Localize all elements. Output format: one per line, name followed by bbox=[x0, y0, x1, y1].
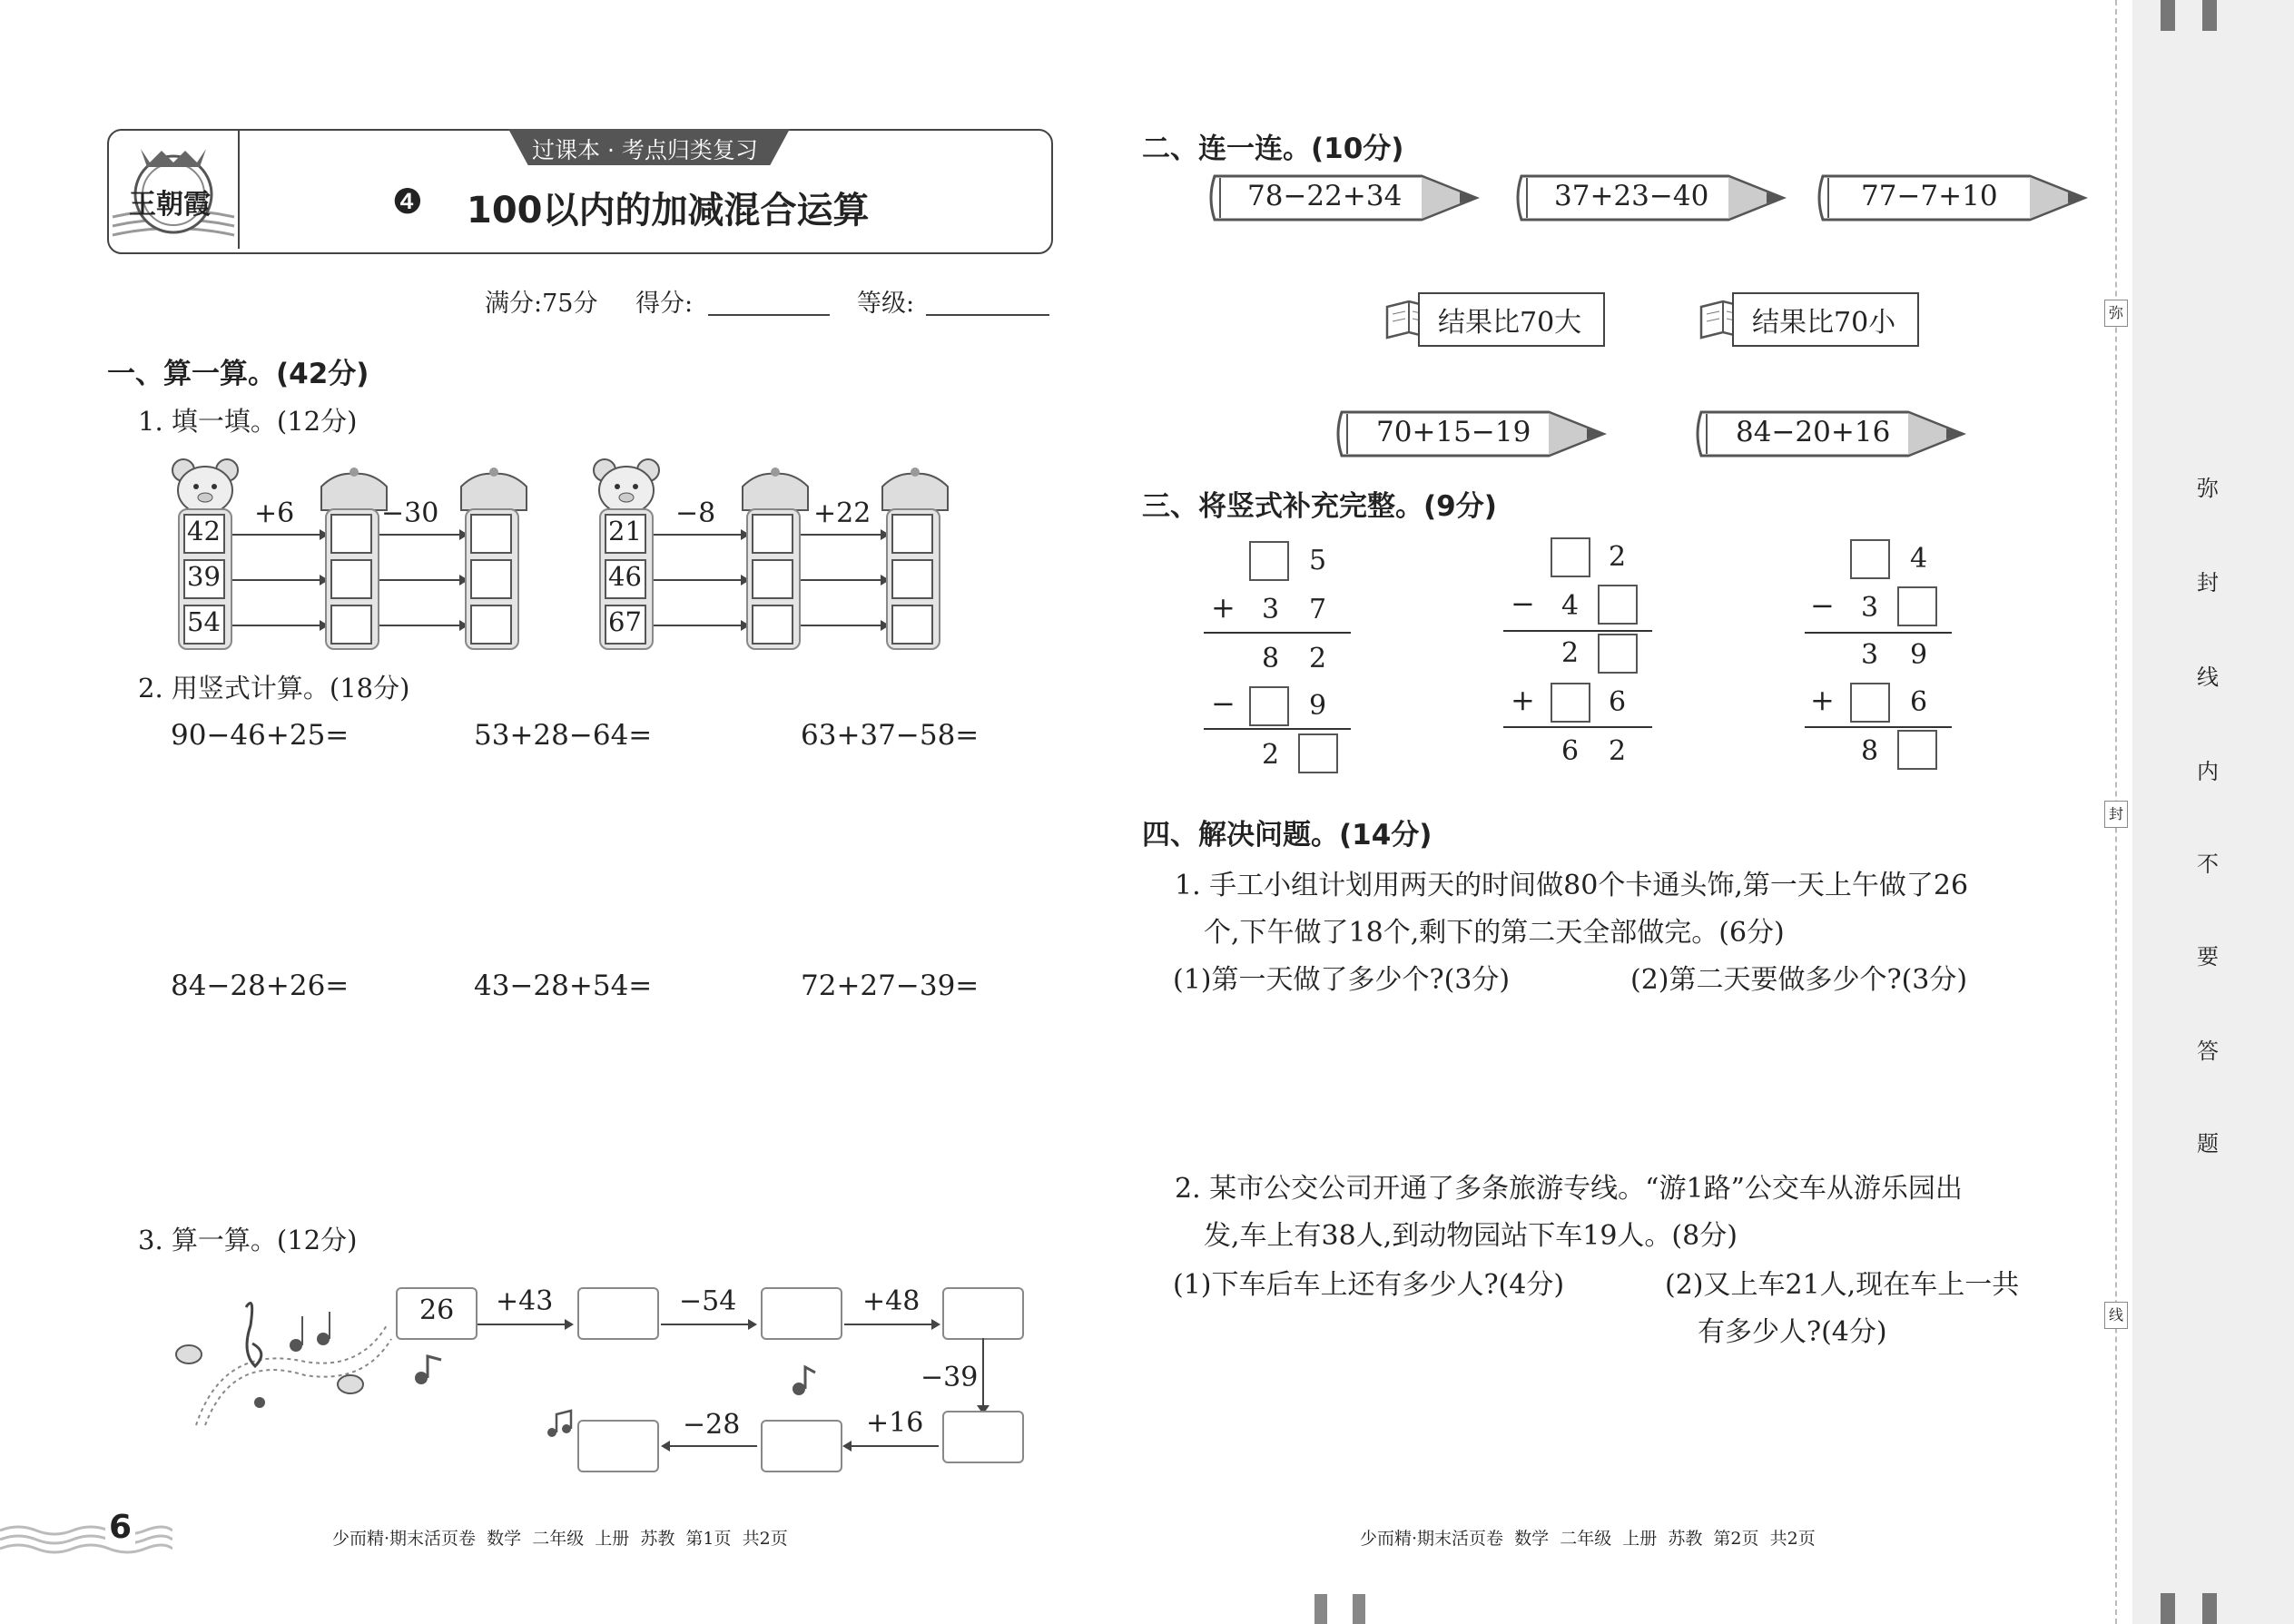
answer-box[interactable] bbox=[752, 559, 793, 599]
result-card-label: 结果比70小 bbox=[1752, 307, 1896, 339]
difference-line bbox=[1805, 632, 1952, 634]
pencil-expression: 37+23−40 bbox=[1554, 180, 1709, 212]
full-score: 满分:75分 bbox=[485, 290, 598, 318]
operator: + bbox=[1211, 590, 1236, 625]
sub-question: (2)又上车21人,现在车上一共 bbox=[1665, 1269, 2020, 1301]
expression[interactable]: 84−28+26= bbox=[171, 969, 350, 1002]
digit-blank[interactable] bbox=[1897, 586, 1937, 626]
digit-blank[interactable] bbox=[1249, 686, 1289, 726]
music-note-icon bbox=[788, 1362, 824, 1402]
operation-label: −8 bbox=[675, 497, 716, 529]
arrow bbox=[801, 625, 888, 626]
page-title: 100以内的加减混合运算 bbox=[467, 190, 870, 231]
operation-label: +48 bbox=[862, 1285, 921, 1317]
operation-label: +22 bbox=[813, 497, 871, 529]
sub-question: (1)第一天做了多少个?(3分) bbox=[1173, 964, 1511, 996]
grade-blank[interactable] bbox=[926, 314, 1049, 316]
answer-box[interactable] bbox=[577, 1420, 659, 1472]
score-blank[interactable] bbox=[708, 314, 830, 316]
input-value: 39 bbox=[187, 561, 221, 592]
difference-line bbox=[1204, 728, 1351, 730]
seal-char: 答 bbox=[2197, 1038, 2219, 1064]
operation-label: −28 bbox=[683, 1409, 741, 1441]
operation-label: +6 bbox=[254, 497, 295, 529]
arrow bbox=[478, 1324, 572, 1325]
arrow bbox=[844, 1324, 939, 1325]
result-card-label: 结果比70大 bbox=[1438, 307, 1582, 339]
sum-line bbox=[1805, 726, 1952, 728]
answer-box[interactable] bbox=[470, 605, 512, 645]
expression[interactable]: 90−46+25= bbox=[171, 719, 350, 752]
binding-mark bbox=[2161, 0, 2175, 31]
arrow bbox=[379, 625, 467, 626]
seal-char: 线 bbox=[2197, 664, 2219, 690]
seal-char: 题 bbox=[2197, 1131, 2219, 1156]
answer-box[interactable] bbox=[330, 514, 372, 554]
section2-title: 二、连一连。(10分) bbox=[1142, 133, 1404, 165]
operator: + bbox=[1511, 683, 1535, 717]
digit: 6 bbox=[1561, 735, 1580, 767]
seal-tab: 线 bbox=[2104, 1302, 2128, 1329]
input-value: 67 bbox=[608, 606, 642, 637]
problem-text: 个,下午做了18个,剩下的第二天全部做完。(6分) bbox=[1204, 917, 1785, 949]
answer-box[interactable] bbox=[761, 1287, 842, 1340]
arrow bbox=[844, 1445, 939, 1447]
arrow bbox=[663, 1445, 757, 1447]
seal-char: 弥 bbox=[2197, 476, 2219, 501]
answer-box[interactable] bbox=[891, 559, 933, 599]
answer-box[interactable] bbox=[942, 1287, 1024, 1340]
operator: − bbox=[1810, 588, 1835, 623]
operator: − bbox=[1211, 686, 1236, 721]
sub-question: (2)第二天要做多少个?(3分) bbox=[1630, 964, 1968, 996]
digit-blank[interactable] bbox=[1551, 683, 1590, 723]
logo-text: 王朝霞 bbox=[129, 189, 211, 221]
arrow bbox=[379, 534, 467, 536]
footer-left: 少而精·期末活页卷 数学 二年级 上册 苏教 第1页 共2页 bbox=[332, 1529, 788, 1549]
pencil-expression: 84−20+16 bbox=[1736, 416, 1891, 448]
seal-tab: 封 bbox=[2104, 801, 2128, 828]
section4-title: 四、解决问题。(14分) bbox=[1142, 819, 1433, 851]
operation-label: −39 bbox=[921, 1362, 979, 1393]
sum-line bbox=[1503, 726, 1652, 728]
digit-blank[interactable] bbox=[1598, 585, 1638, 625]
q2-title: 2. 用竖式计算。(18分) bbox=[138, 673, 410, 704]
pencil-expression: 78−22+34 bbox=[1247, 180, 1403, 212]
footer-right: 少而精·期末活页卷 数学 二年级 上册 苏教 第2页 共2页 bbox=[1360, 1529, 1816, 1549]
answer-box[interactable] bbox=[891, 514, 933, 554]
digit-blank[interactable] bbox=[1850, 683, 1890, 723]
input-value: 54 bbox=[187, 606, 221, 637]
score-label: 得分: bbox=[635, 290, 694, 318]
digit: 4 bbox=[1561, 590, 1580, 622]
expression[interactable]: 72+27−39= bbox=[801, 969, 980, 1002]
arrow bbox=[232, 579, 327, 581]
section1-title: 一、算一算。(42分) bbox=[107, 358, 369, 390]
binding-mark bbox=[2202, 1593, 2217, 1624]
arrow bbox=[801, 534, 888, 536]
seal-char: 封 bbox=[2197, 570, 2219, 595]
start-value: 26 bbox=[419, 1294, 455, 1326]
answer-box[interactable] bbox=[942, 1411, 1024, 1463]
logo bbox=[109, 131, 240, 249]
digit-blank[interactable] bbox=[1598, 634, 1638, 674]
page-number: 6 bbox=[105, 1509, 135, 1546]
difference-line bbox=[1503, 630, 1652, 632]
seal-char: 不 bbox=[2197, 851, 2219, 877]
expression[interactable]: 63+37−58= bbox=[801, 719, 980, 752]
digit: 9 bbox=[1309, 690, 1327, 722]
header-badge-text: 过课本 · 考点归类复习 bbox=[532, 137, 758, 163]
answer-box[interactable] bbox=[761, 1420, 842, 1472]
digit-blank[interactable] bbox=[1298, 733, 1338, 773]
digit: 2 bbox=[1309, 643, 1327, 674]
music-notes-icon bbox=[169, 1289, 396, 1438]
operation-label: +43 bbox=[496, 1285, 554, 1317]
digit: 3 bbox=[1262, 594, 1280, 625]
q3-title: 3. 算一算。(12分) bbox=[138, 1225, 358, 1255]
digit: 3 bbox=[1861, 639, 1879, 671]
digit-blank[interactable] bbox=[1249, 541, 1289, 581]
digit: 8 bbox=[1262, 643, 1280, 674]
digit: 2 bbox=[1561, 637, 1580, 669]
q1-title: 1. 填一填。(12分) bbox=[138, 406, 358, 437]
arrow bbox=[232, 625, 327, 626]
pencil-expression: 77−7+10 bbox=[1861, 180, 1998, 212]
answer-box[interactable] bbox=[891, 605, 933, 645]
digit-blank[interactable] bbox=[1850, 539, 1890, 579]
arrow bbox=[379, 579, 467, 581]
digit: 8 bbox=[1861, 735, 1879, 767]
digit: 3 bbox=[1861, 592, 1879, 624]
arrow bbox=[654, 579, 748, 581]
input-value: 42 bbox=[187, 516, 221, 546]
operation-label: −54 bbox=[679, 1285, 737, 1317]
binding-mark bbox=[2161, 1593, 2175, 1624]
answer-box[interactable] bbox=[577, 1287, 659, 1340]
digit: 6 bbox=[1609, 686, 1627, 718]
seal-tab: 弥 bbox=[2104, 300, 2128, 327]
answer-box[interactable] bbox=[470, 514, 512, 554]
sum-line bbox=[1204, 632, 1351, 634]
arrow bbox=[661, 1324, 755, 1325]
input-value: 21 bbox=[608, 516, 642, 546]
answer-box[interactable] bbox=[470, 559, 512, 599]
answer-box[interactable] bbox=[752, 514, 793, 554]
expression[interactable]: 43−28+54= bbox=[474, 969, 653, 1002]
digit: 2 bbox=[1609, 735, 1627, 767]
input-value: 46 bbox=[608, 561, 642, 592]
sub-question: (1)下车后车上还有多少人?(4分) bbox=[1173, 1269, 1565, 1301]
unit-number: ❹ bbox=[392, 182, 424, 221]
binding-mark bbox=[1314, 1594, 1327, 1624]
arrow-down bbox=[982, 1338, 984, 1411]
arrow bbox=[654, 625, 748, 626]
arrow bbox=[232, 534, 327, 536]
operation-label: −30 bbox=[381, 497, 439, 529]
answer-box[interactable] bbox=[330, 605, 372, 645]
operator: − bbox=[1511, 586, 1535, 621]
operator: + bbox=[1810, 683, 1835, 717]
grade-label: 等级: bbox=[857, 290, 915, 318]
binding-mark bbox=[2202, 0, 2217, 31]
seal-char: 内 bbox=[2197, 759, 2219, 784]
digit: 2 bbox=[1609, 541, 1627, 573]
seal-char: 要 bbox=[2197, 944, 2219, 969]
problem-text: 2. 某市公交公司开通了多条旅游专线。“游1路”公交车从游乐园出 bbox=[1175, 1173, 1963, 1205]
answer-box[interactable] bbox=[330, 559, 372, 599]
seal-strip bbox=[2132, 0, 2294, 1624]
digit-blank[interactable] bbox=[1897, 730, 1937, 770]
digit: 2 bbox=[1262, 739, 1280, 771]
digit: 4 bbox=[1910, 543, 1928, 575]
digit: 7 bbox=[1309, 594, 1327, 625]
arrow bbox=[654, 534, 748, 536]
arrow bbox=[801, 579, 888, 581]
answer-box[interactable] bbox=[752, 605, 793, 645]
problem-text: 发,车上有38人,到动物园站下车19人。(8分) bbox=[1204, 1220, 1738, 1252]
digit: 9 bbox=[1910, 639, 1928, 671]
expression[interactable]: 53+28−64= bbox=[474, 719, 653, 752]
sub-question: 有多少人?(4分) bbox=[1698, 1316, 1887, 1348]
section3-title: 三、将竖式补充完整。(9分) bbox=[1142, 490, 1497, 523]
pencil-expression: 70+15−19 bbox=[1376, 416, 1531, 448]
digit: 6 bbox=[1910, 686, 1928, 718]
binding-mark bbox=[1353, 1594, 1365, 1624]
operation-label: +16 bbox=[866, 1407, 924, 1439]
music-note-icon bbox=[410, 1351, 447, 1391]
problem-text: 1. 手工小组计划用两天的时间做80个卡通头饰,第一天上午做了26 bbox=[1175, 870, 1969, 901]
music-note-icon bbox=[545, 1409, 576, 1443]
digit-blank[interactable] bbox=[1551, 537, 1590, 577]
digit: 5 bbox=[1309, 545, 1327, 576]
footer-wave bbox=[0, 1521, 172, 1561]
